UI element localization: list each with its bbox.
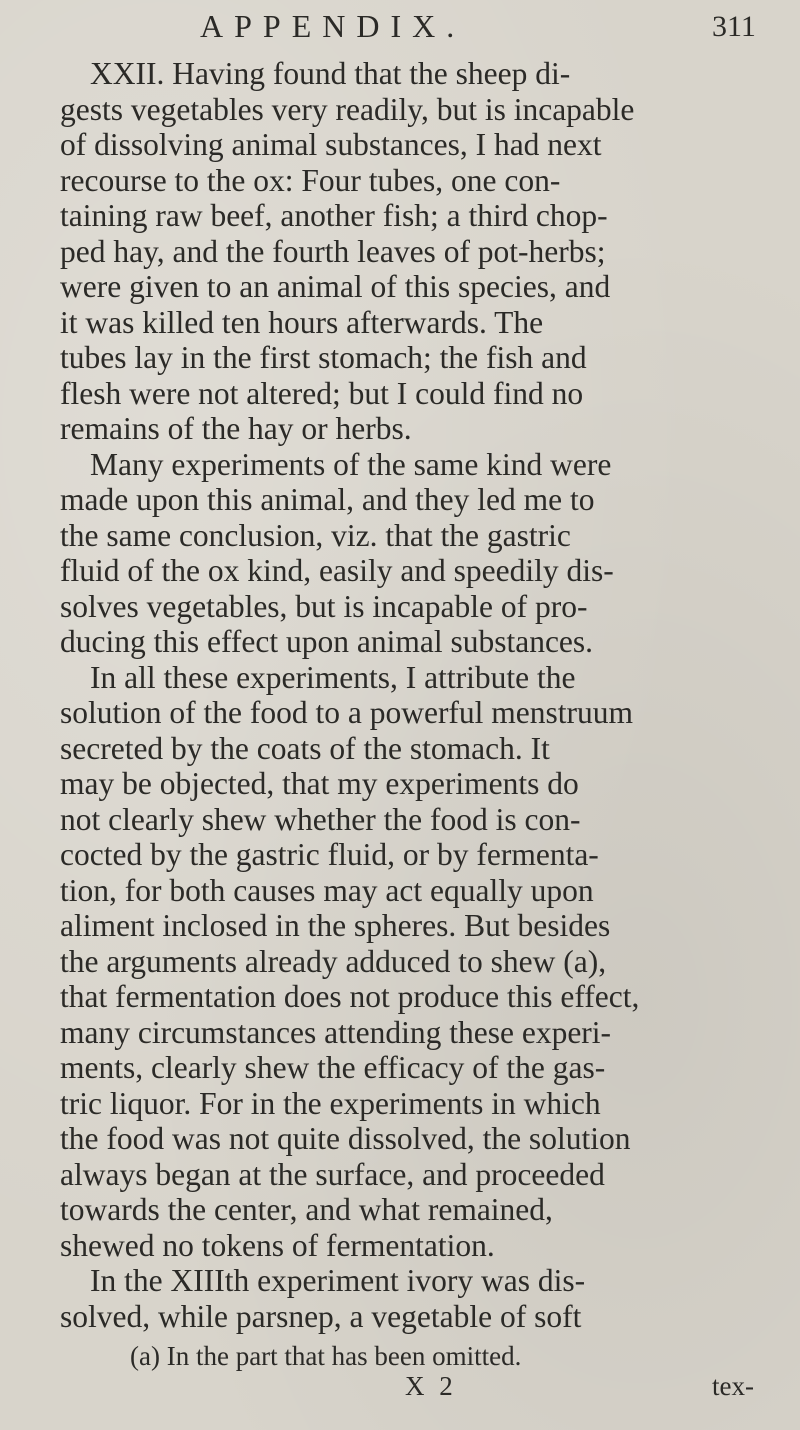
text-line: secreted by the coats of the stomach. It (60, 730, 550, 766)
text-line: the food was not quite dissolved, the solution (60, 1121, 631, 1156)
footnote: (a) In the part that has been omitted. (130, 1341, 522, 1371)
text-line: ments, clearly shew the efficacy of the gas- (60, 1050, 606, 1085)
text-line: many circumstances attending these experi- (60, 1014, 612, 1050)
text-line: solved, while parsnep, a vegetable of soft (60, 1298, 582, 1334)
text-line: the arguments already adduced to shew (a), (60, 943, 607, 979)
text-line: recourse to the ox: Four tubes, one con- (60, 162, 561, 198)
text-line: not clearly shew whether the food is con- (60, 801, 581, 837)
text-line: gests vegetables very readily, but is incapable (60, 91, 635, 127)
text-line: In the XIIIth experiment ivory was dis- (90, 1263, 586, 1298)
signature-mark: X 2 (405, 1371, 457, 1401)
text-line: always began at the surface, and proceeded (60, 1156, 605, 1192)
text-line: solves vegetables, but is incapable of pro- (60, 588, 588, 624)
text-line: ducing this effect upon animal substances. (60, 624, 594, 659)
text-line: taining raw beef, another fish; a third chop- (60, 198, 608, 233)
body-text (60, 56, 800, 1334)
text-line: tion, for both causes may act equally upon (60, 872, 594, 908)
page-header (0, 6, 800, 50)
text-line: of dissolving animal substances, I had next (60, 127, 602, 162)
text-line: aliment inclosed in the spheres. But besides (60, 908, 611, 943)
text-line: made upon this animal, and they led me to (60, 482, 595, 517)
catchword: tex- (712, 1371, 754, 1401)
text-line: towards the center, and what remained, (60, 1192, 553, 1227)
text-line: were given to an animal of this species, and (60, 269, 611, 304)
page-number: 311 (712, 10, 756, 43)
text-line: solution of the food to a powerful menstruum (60, 695, 634, 730)
text-line: ped hay, and the fourth leaves of pot-herbs; (60, 233, 606, 269)
text-line: In all these experiments, I attribute the (90, 659, 576, 695)
text-line: the same conclusion, viz. that the gastric (60, 517, 571, 553)
text-line: XXII. Having found that the sheep di- (90, 56, 571, 91)
text-line: flesh were not altered; but I could find no (60, 375, 584, 411)
text-line: it was killed ten hours afterwards. The (60, 304, 544, 340)
text-line: fluid of the ox kind, easily and speedily dis- (60, 553, 614, 588)
text-line: that fermentation does not produce this effect, (60, 979, 640, 1014)
text-line: may be objected, that my experiments do (60, 766, 579, 801)
text-line: remains of the hay or herbs. (60, 411, 412, 446)
text-line: Many experiments of the same kind were (90, 446, 612, 482)
text-line: tubes lay in the first stomach; the fish and (60, 340, 587, 375)
text-line: shewed no tokens of fermentation. (60, 1227, 495, 1263)
text-line: cocted by the gastric fluid, or by fermenta- (60, 837, 599, 872)
text-line: tric liquor. For in the experiments in which (60, 1085, 601, 1121)
running-head: APPENDIX. (200, 8, 466, 44)
